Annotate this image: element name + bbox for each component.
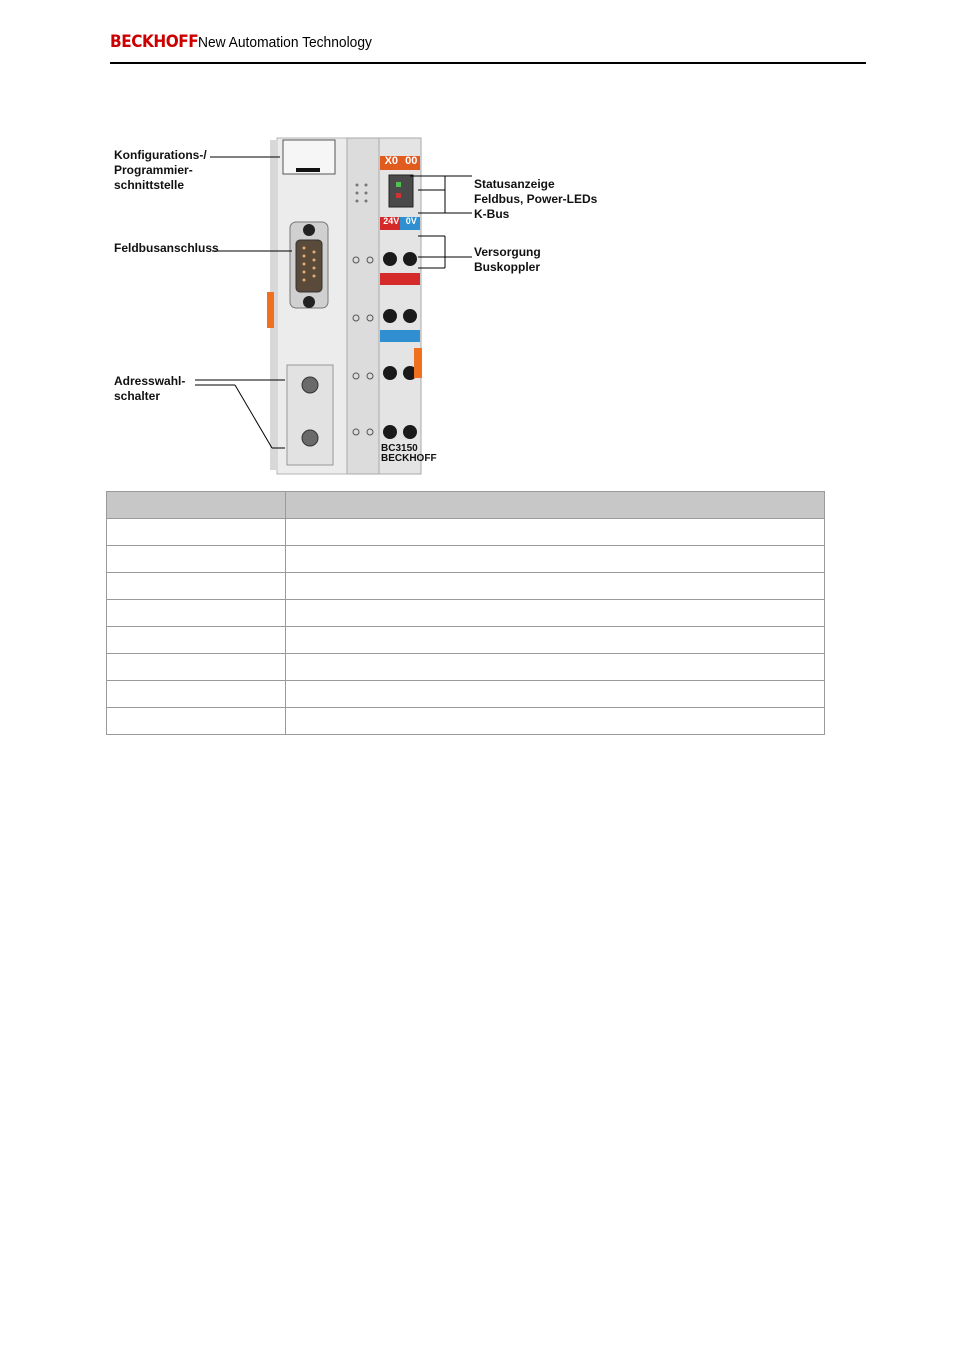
callout-fieldbus-connector <box>114 241 219 256</box>
table-cell <box>107 627 286 654</box>
table-row <box>107 654 825 681</box>
table-header-cell <box>286 492 825 519</box>
table-row <box>107 546 825 573</box>
table-cell <box>286 708 825 735</box>
device-maker: BECKHOFF <box>381 453 437 464</box>
table-cell <box>286 546 825 573</box>
voltage-0v-label: 0V <box>405 216 417 226</box>
callout-line: Konfigurations-/ <box>114 148 207 162</box>
header-rule <box>110 62 866 64</box>
callout-line: Programmier- <box>114 163 193 177</box>
callout-line: Statusanzeige <box>474 177 555 191</box>
callout-line: schnittstelle <box>114 178 185 192</box>
voltage-labels <box>380 216 420 229</box>
table-header-cell <box>107 492 286 519</box>
table-row <box>107 519 825 546</box>
callout-line: Versorgung <box>474 245 541 259</box>
callout-line: Adresswahl- <box>114 374 186 388</box>
model-number: BC3150 <box>381 443 418 454</box>
table-cell <box>286 654 825 681</box>
device-model-label <box>381 444 437 464</box>
callout-line: Feldbusanschluss <box>114 241 219 255</box>
brand-logo: BECKHOFF <box>110 32 199 52</box>
table-cell <box>286 627 825 654</box>
table-cell <box>286 681 825 708</box>
callout-line: schalter <box>114 389 161 403</box>
callout-config-interface <box>114 148 207 193</box>
table-row <box>107 600 825 627</box>
page-header <box>110 32 866 64</box>
callout-line: Buskoppler <box>474 260 541 274</box>
table-cell <box>107 708 286 735</box>
table-cell <box>107 519 286 546</box>
voltage-24v-label: 24V <box>383 216 400 226</box>
table-cell <box>286 600 825 627</box>
data-table <box>106 491 825 735</box>
table-cell <box>107 573 286 600</box>
x00-label: 00 <box>405 155 418 167</box>
table-cell <box>107 546 286 573</box>
device-figure <box>100 130 600 480</box>
callout-status-display <box>474 177 597 222</box>
table-header-row <box>107 492 825 519</box>
table-cell <box>107 600 286 627</box>
table-cell <box>286 519 825 546</box>
table-row <box>107 627 825 654</box>
table-row <box>107 708 825 735</box>
x0-label: X0 <box>384 155 399 167</box>
table-cell <box>107 681 286 708</box>
callout-supply <box>474 245 541 275</box>
brand-tagline: New Automation Technology <box>198 34 372 51</box>
table-row <box>107 681 825 708</box>
callout-address-switch <box>114 374 185 404</box>
callout-line: Feldbus, Power-LEDs <box>474 192 598 206</box>
table-cell <box>107 654 286 681</box>
table-cell <box>286 573 825 600</box>
device-x-labels <box>381 155 421 169</box>
callout-line: K-Bus <box>474 207 510 221</box>
table-row <box>107 573 825 600</box>
